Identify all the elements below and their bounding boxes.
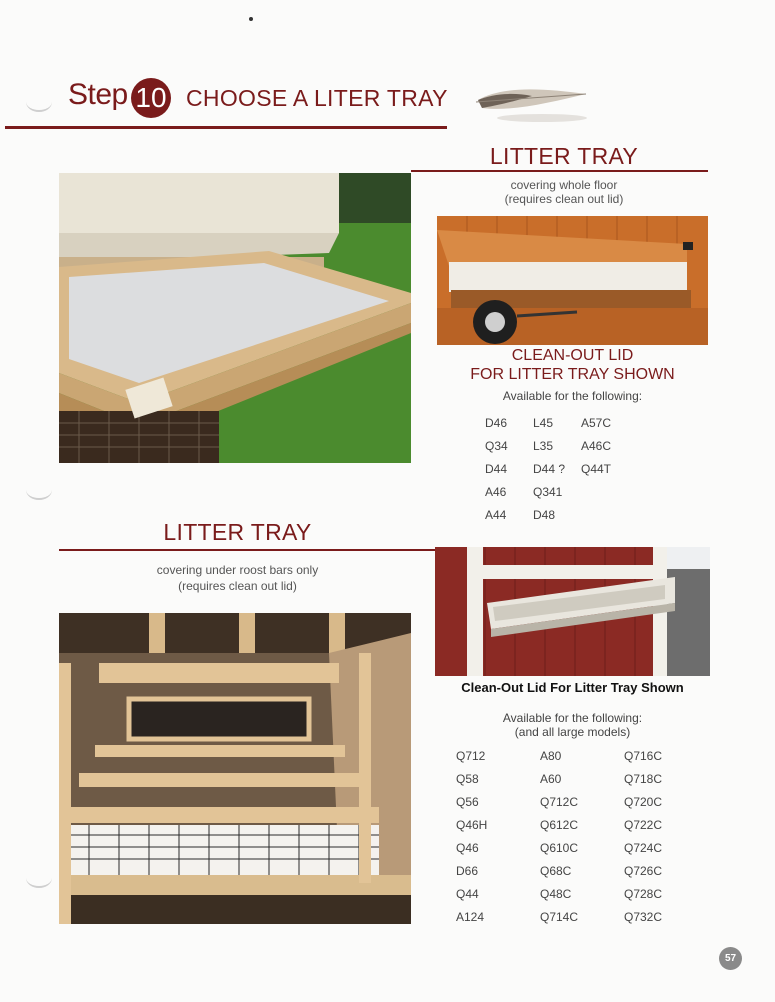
model-code: Q728C [624, 887, 663, 901]
section-rule-whole-floor [411, 170, 708, 172]
model-code: Q44T [581, 462, 612, 476]
model-code: Q732C [624, 910, 663, 924]
caption-barn-clean-out-lid: Clean-Out Lid For Litter Tray Shown [461, 680, 684, 695]
section-sub-roost-1: covering under roost bars only [156, 563, 319, 577]
binder-hole-middle [26, 480, 52, 500]
model-code: Q46H [456, 818, 488, 832]
step-number-badge: 10 [131, 78, 171, 118]
model-code: D46 [485, 416, 508, 430]
clean-out-lid-photo [437, 216, 708, 345]
model-code: D44 [485, 462, 508, 476]
model-code: A60 [540, 772, 562, 786]
binder-hole-bottom [26, 868, 52, 888]
section-heading-whole-floor: LITTER TRAY [489, 143, 639, 169]
available-label-roost-1: Available for the following: [502, 711, 643, 725]
caption-clean-out-lid-2: FOR LITTER TRAY SHOWN [470, 366, 675, 383]
model-list-roost [456, 745, 684, 929]
model-code: Q714C [540, 910, 579, 924]
model-code: Q610C [540, 841, 579, 855]
model-code: D44 ? [533, 462, 566, 476]
step-label: Step [68, 78, 128, 111]
feather-icon [472, 78, 592, 128]
model-code: Q44 [456, 887, 479, 901]
available-label-whole-floor: Available for the following: [502, 389, 643, 403]
model-code: L45 [533, 416, 554, 430]
model-code: A46C [581, 439, 612, 453]
model-code: A46 [485, 485, 507, 499]
model-code: A80 [540, 749, 562, 763]
model-list-whole-floor [485, 412, 629, 527]
header-rule [5, 126, 447, 129]
model-code: L35 [533, 439, 554, 453]
section-sub-whole-floor-2: (requires clean out lid) [504, 192, 624, 206]
model-code: Q716C [624, 749, 663, 763]
model-code: Q712C [540, 795, 579, 809]
model-code: Q724C [624, 841, 663, 855]
model-code: D48 [533, 508, 556, 522]
barn-clean-out-lid-photo [435, 547, 710, 676]
model-code: Q718C [624, 772, 663, 786]
model-code: Q46 [456, 841, 479, 855]
page-number: 57 [719, 947, 742, 970]
model-code: Q720C [624, 795, 663, 809]
model-code [581, 481, 629, 504]
model-code [581, 504, 629, 527]
model-code: A57C [581, 416, 612, 430]
section-sub-whole-floor-1: covering whole floor [510, 178, 618, 192]
model-code: Q612C [540, 818, 579, 832]
section-rule-roost [59, 549, 438, 551]
model-code: A124 [456, 910, 485, 924]
available-label-roost-2: (and all large models) [514, 725, 631, 739]
model-code: Q68C [540, 864, 572, 878]
model-code: Q34 [485, 439, 508, 453]
caption-clean-out-lid-1: CLEAN-OUT LID [511, 347, 634, 364]
binder-hole-top [26, 92, 52, 112]
model-code: A44 [485, 508, 507, 522]
model-code: Q58 [456, 772, 479, 786]
model-code: Q726C [624, 864, 663, 878]
printer-dot [249, 17, 253, 21]
model-code: D66 [456, 864, 479, 878]
litter-tray-whole-floor-photo [59, 173, 411, 463]
model-code: Q722C [624, 818, 663, 832]
section-heading-roost: LITTER TRAY [163, 519, 312, 545]
model-code: Q56 [456, 795, 479, 809]
section-sub-roost-2: (requires clean out lid) [178, 579, 297, 593]
model-code: Q712 [456, 749, 486, 763]
model-code: Q48C [540, 887, 572, 901]
page-title: CHOOSE A LITER TRAY [186, 85, 448, 111]
model-code: Q341 [533, 485, 563, 499]
roost-litter-tray-photo [59, 613, 411, 924]
